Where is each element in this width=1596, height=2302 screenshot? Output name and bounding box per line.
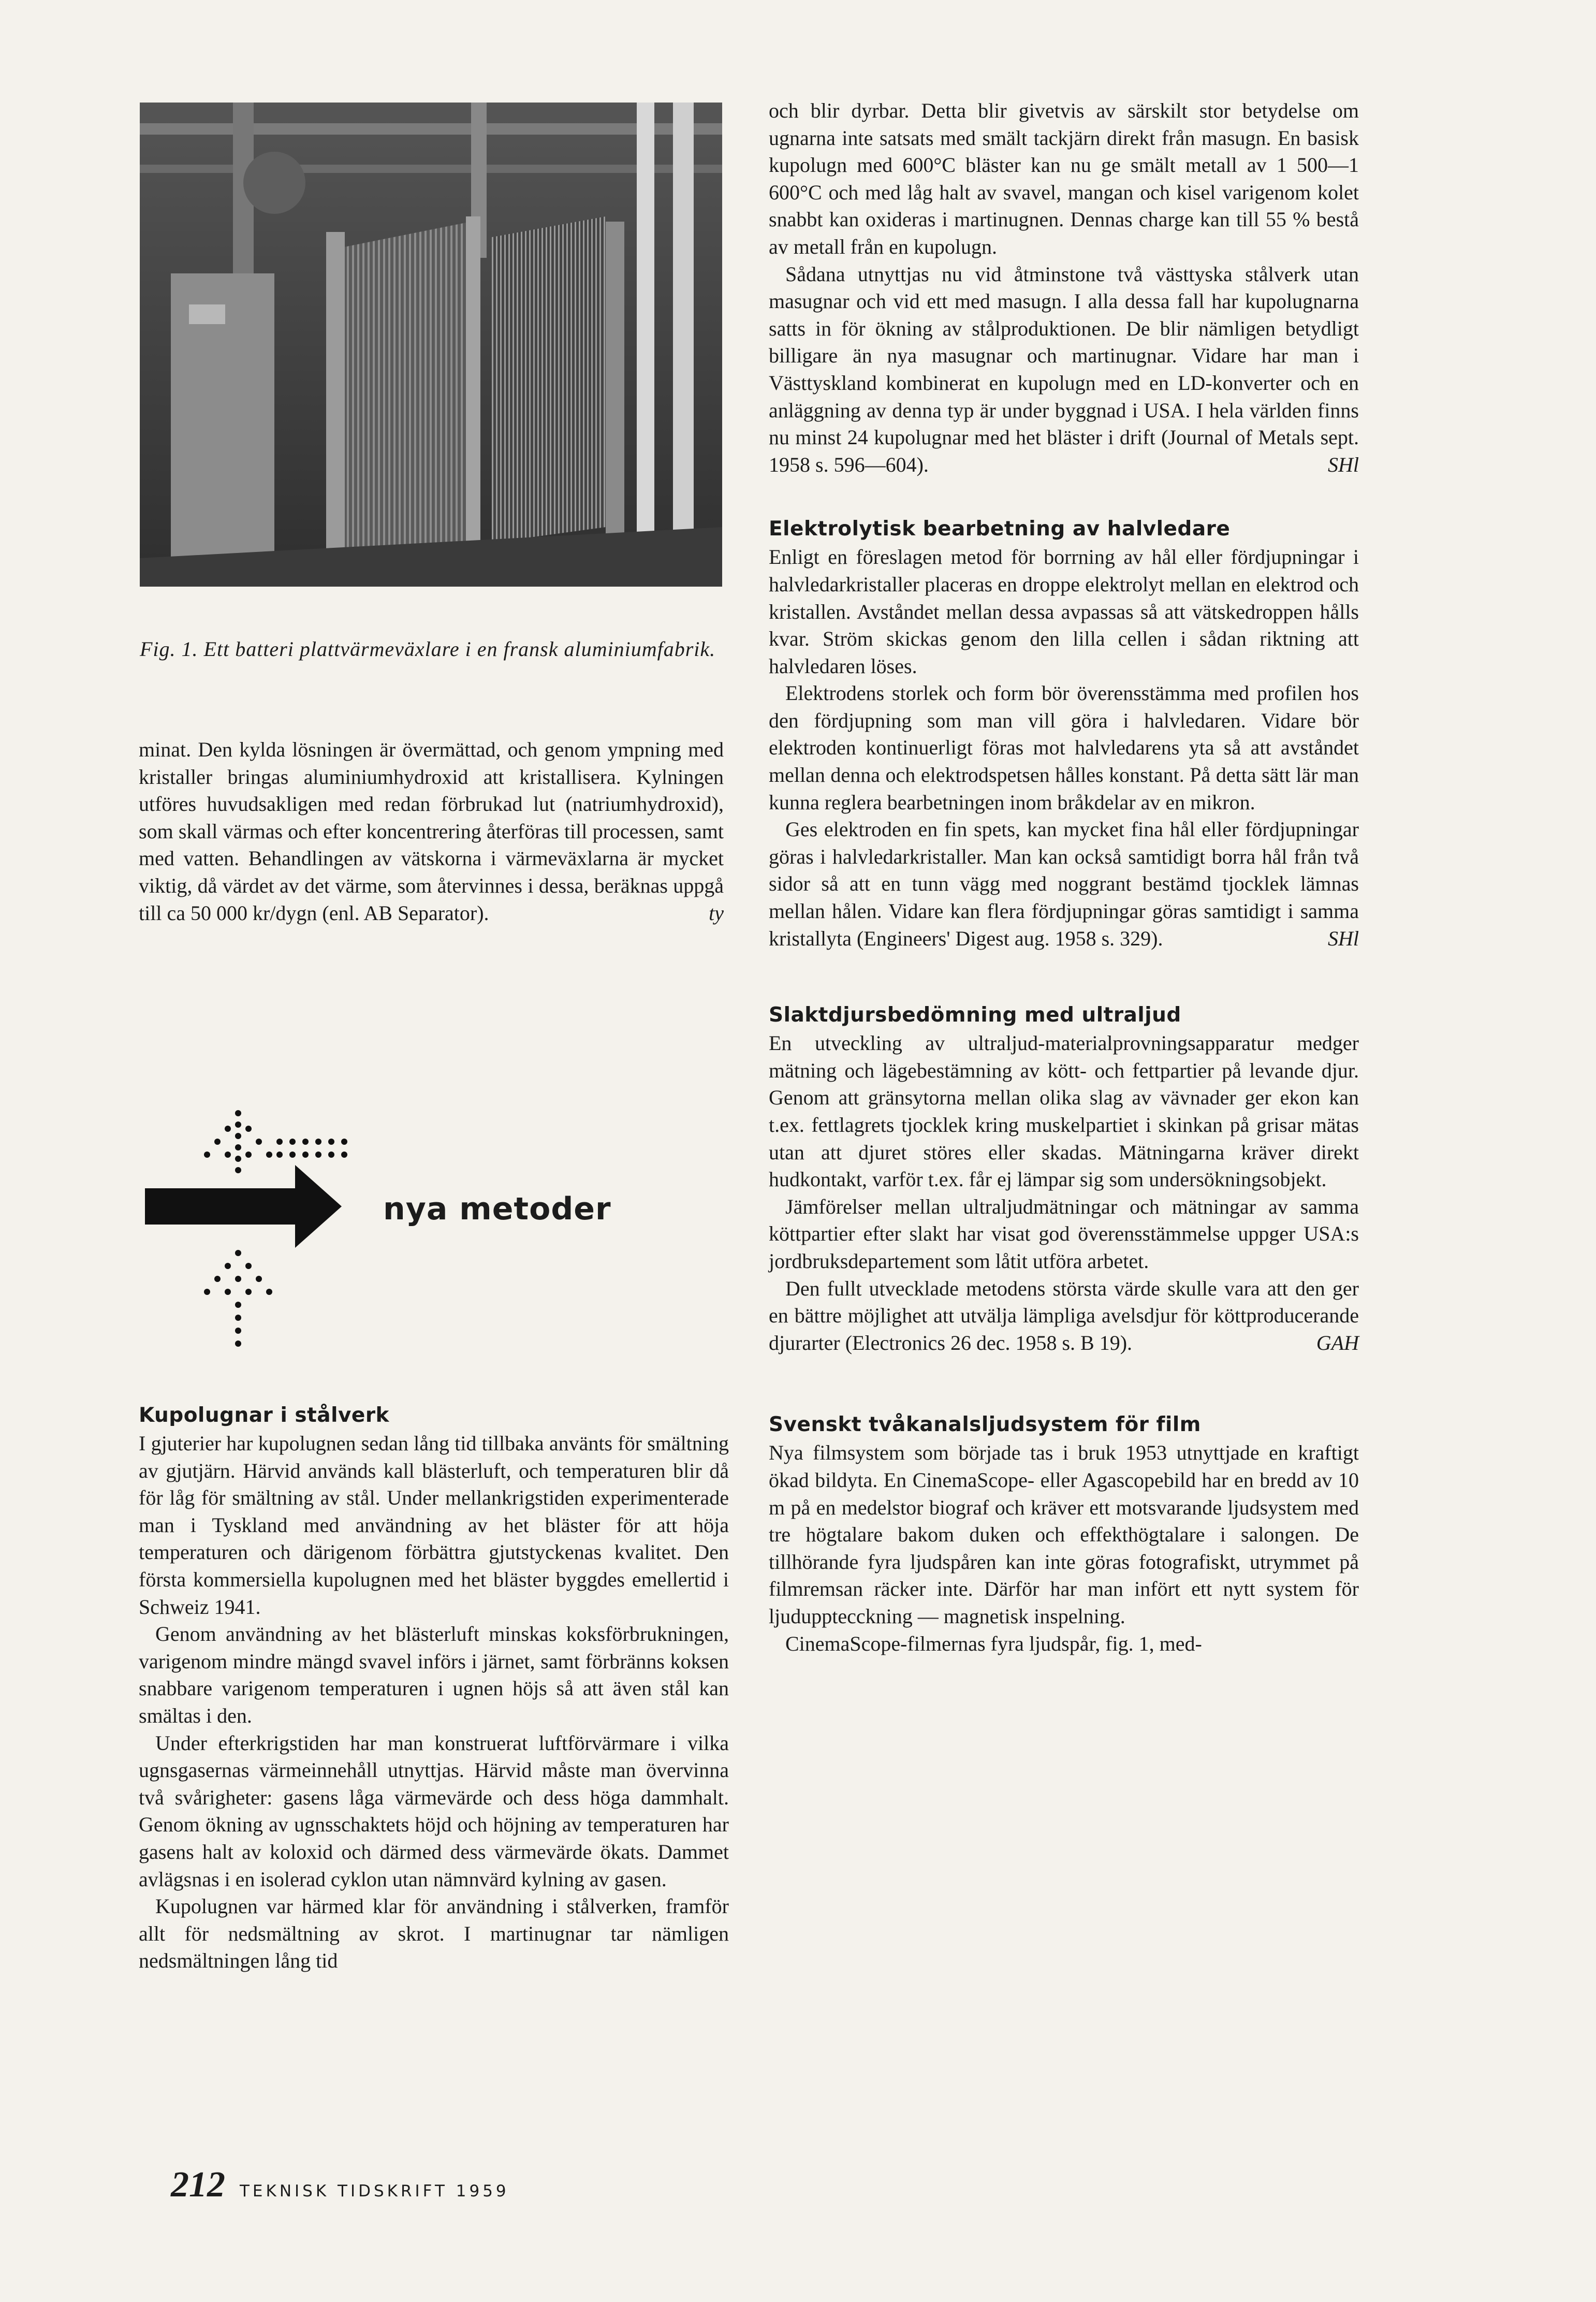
paragraph-text: minat. Den kylda lösningen är övermättad, och genom ympning med kristaller bringas aluminiumhydroxid att kristallisera. Kylningen utföres huvudsakligen med redan förbrukad lut (natriumhydroxid), som skall värmas och efter koncentrering återföras till processen, samt med vatten. Behandlingen av vätskorna i värmeväxlarna är mycket viktig, då värdet av det värme, som återvinnes i dessa, beräknas uppgå till ca 50 000 kr/dygn (enl. AB Separator). bbox=[139, 738, 724, 925]
paragraph: Jämförelser mellan ultraljudmätningar och mätningar av samma köttpartier efter slakt har visat god överensstämmelse uppger USA:s jordbruksdepartement som låtit utföra arbetet. bbox=[769, 1194, 1359, 1273]
author-signature: GAH bbox=[1316, 1331, 1359, 1354]
figure-caption: Fig. 1. Ett batteri plattvärmeväxlare i en fransk aluminiumfabrik. bbox=[140, 637, 716, 661]
article-heading: Slaktdjursbedömning med ultraljud bbox=[769, 1003, 1181, 1027]
paragraph: Elektrodens storlek och form bör överensstämma med profilen hos den fördjupning som man vill göra i halvledaren. Vidare bör elektroden kontinuerligt föras mot halvledarens yta så att avståndet mellan denna och elektrodspetsen hålles konstant. På detta sätt lär man kunna reglera bearbetningen inom bråkdelar av en mikron. bbox=[769, 681, 1359, 814]
paragraph bbox=[139, 736, 724, 927]
paragraph bbox=[769, 261, 1359, 479]
paragraph: och blir dyrbar. Detta blir givetvis av särskilt stor betydelse om ugnarna inte satsats med smält tackjärn direkt från masugn. En basisk kupolugn med 600°C bläster kan nu ge smält metall av 1 500—1 600°C och med låg halt av svavel, mangan och kisel varigenom kolet snabbt kan oxideras i martinugnen. Dennas charge kan till 55 % bestå av metall från en kupolugn. bbox=[769, 99, 1359, 258]
paragraph: Nya filmsystem som började tas i bruk 1953 utnyttjade en kraftigt ökad bildyta. En CinemaScope- eller Agascopebild har en bredd av 10 m på en medelstor biograf och kräver ett motsvarande ljudsystem med tre högtalare bakom duken och effekthögtalare i salongen. De tillhörande fyra ljudspåren kan inte göras fotografiskt, utrymmet på filmremsan räcker inte. Därför har man infört ett nytt system för ljudupptecckning — magnetisk inspelning. bbox=[769, 1441, 1359, 1628]
left-continuation bbox=[139, 736, 724, 927]
paragraph-text: Ges elektroden en fin spets, kan mycket fina hål eller fördjupningar göras i halvledarkristaller. Man kan också samtidigt borra hål från två sidor så att en tunn vägg med noggrant bestämd tjocklek lämnas mellan hålen. Vidare kan flera fördjupningar göras samtidigt i samma kristallyta (Engineers' Digest aug. 1958 s. 329). bbox=[769, 818, 1359, 950]
paragraph: Under efterkrigstiden har man konstruerat luftförvärmare i vilka ugnsgasernas värmeinnehåll utnyttjas. Härvid måste man övervinna två svårigheter: gasens låga värmevärde och dess höga dammhalt. Genom ökning av ugnsschaktets höjd och höjning av temperaturen har gasens halt av koloxid och därmed dess värmevärde ökats. Dammet avlägsnas i en isolerad cyklon utan nämnvärd kylning av gasen. bbox=[139, 1731, 729, 1891]
author-signature: SHl bbox=[1328, 453, 1359, 476]
author-signature: SHl bbox=[1328, 926, 1359, 950]
section-label: nya metoder bbox=[383, 1191, 611, 1227]
figure-photo-heat-exchangers bbox=[140, 103, 722, 587]
paragraph bbox=[769, 1275, 1359, 1357]
paragraph-text: Den fullt utvecklade metodens största värde skulle vara att den ger en bättre möjlighet att utvälja lämpliga avelsdjur för köttproducerande djurarter (Electronics 26 dec. 1958 s. B 19). bbox=[769, 1276, 1359, 1354]
paragraph: I gjuterier har kupolugnen sedan lång tid tillbaka använts för smältning av gjutjärn. Härvid används kall blästerluft, och temperaturen blir då för låg för smältning av stål. Under mellankrigstiden experimenterade man i Tyskland med användning av het bläster för att höja temperaturen och därigenom förbättra gjutstyckenas kvalitet. Den första kommersiella kupolugnen med het bläster byggdes emellertid i Schweiz 1941. bbox=[139, 1432, 729, 1619]
arrow-dots-icon bbox=[145, 1098, 642, 1357]
paragraph: Genom användning av het blästerluft minskas koksförbrukningen, varigenom mindre mängd svavel införs i järnet, samt förbränns koksen snabbare varigenom temperaturen i ugnen höjs så att även stål kan smältas i den. bbox=[139, 1622, 729, 1727]
paragraph: CinemaScope-filmernas fyra ljudspår, fig. 1, med- bbox=[785, 1631, 1202, 1655]
article-svenskt-ljudsystem bbox=[769, 1410, 1359, 1657]
paragraph: En utveckling av ultraljud-materialprovningsapparatur medger mätning och lägebestämning av kött- och fettpartier på levande djur. Genom att gränsytorna mellan olika slag av vävnader ger ekon kan t.ex. fettlagrets tjocklek kring muskelpartiet i skinkan på grisar mätas utan att djuret störes eller skadas. Mätningarna kräver direkt hudkontakt, varför t.ex. får ej lämpar sig som undersökningsobjekt. bbox=[769, 1031, 1359, 1191]
paragraph: Kupolugnen var härmed klar för användning i stålverken, framför allt för nedsmältning av skrot. I martinugnar tar nämligen nedsmältningen lång tid bbox=[139, 1895, 729, 1973]
author-signature: ty bbox=[709, 901, 724, 925]
right-column bbox=[769, 97, 1359, 1657]
paragraph bbox=[769, 816, 1359, 952]
paragraph-text: Sådana utnyttjas nu vid åtminstone två västtyska stålverk utan masugnar och vid ett med masugn. I alla dessa fall har kupolugnarna satts in för ökning av stålproduktionen. De blir nämligen betydligt billigare än nya masugnar och martinugnar. Vidare har man i Västtyskland kombinerat en kupolugn med en LD-konverter och en anläggning av denna typ är under byggnad i USA. I hela världen finns nu minst 24 kupolugnar med het bläster i drift (Journal of Metals sept. 1958 s. 596—604). bbox=[769, 262, 1359, 476]
article-heading: Svenskt tvåkanalsljudsystem för film bbox=[769, 1413, 1201, 1437]
article-heading: Kupolugnar i stålverk bbox=[139, 1404, 389, 1427]
page-number: 212 bbox=[171, 2165, 225, 2205]
article-kupolugnar-continued bbox=[769, 97, 1359, 478]
section-graphic-new-methods bbox=[145, 1098, 642, 1357]
article-slaktdjur bbox=[769, 1001, 1359, 1357]
article-elektrolytisk bbox=[769, 515, 1359, 952]
journal-title: TEKNISK TIDSKRIFT 1959 bbox=[240, 2182, 509, 2201]
photo-illustration bbox=[140, 103, 722, 587]
article-heading: Elektrolytisk bearbetning av halvledare bbox=[769, 517, 1231, 541]
page-footer bbox=[171, 2164, 509, 2206]
article-kupolugnar bbox=[139, 1401, 729, 1975]
paragraph: Enligt en föreslagen metod för borrning av hål eller fördjupningar i halvledarkristaller placeras en droppe elektrolyt mellan en elektrod och kristallen. Avståndet mellan dessa avpassas så att vätskedroppen hålls kvar. Ström skickas genom den lilla cellen i sådan riktning att halvledaren löses. bbox=[769, 545, 1359, 678]
